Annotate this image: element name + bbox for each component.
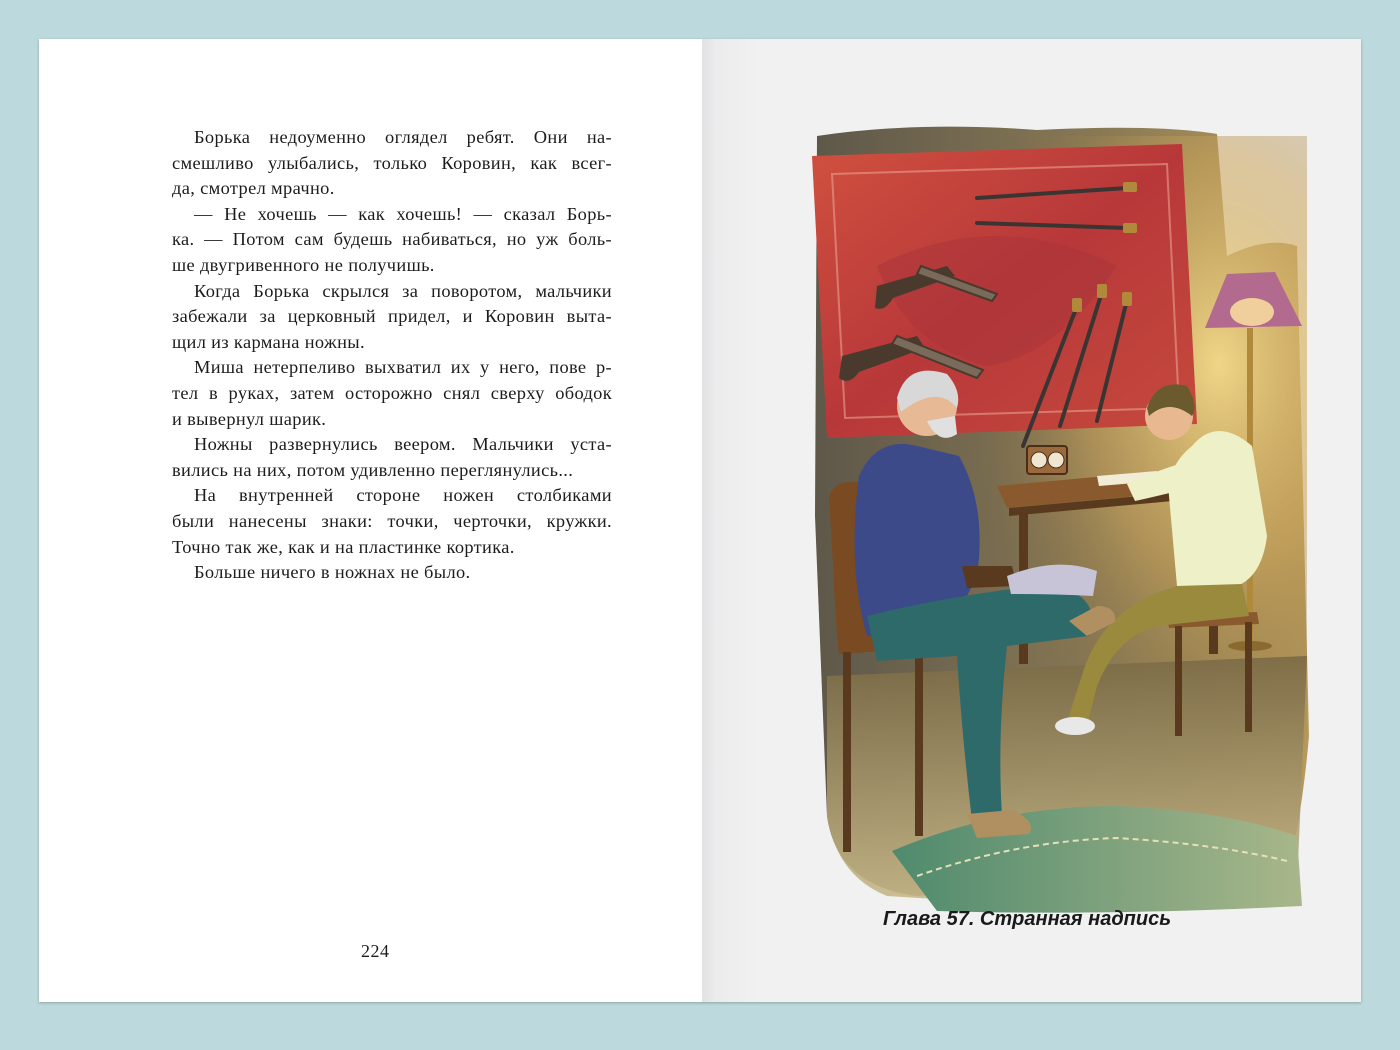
- text-line: забежали за церковный придел, и Коровин выта-: [172, 306, 612, 327]
- book-spread: [39, 39, 1361, 1002]
- text-line: Когда Борька скрылся за поворотом, мальчики: [194, 280, 612, 301]
- text-line: Больше ничего в ножнах не было.: [194, 562, 471, 583]
- text-line: Точно так же, как и на пластинке кортика.: [172, 536, 515, 557]
- text-line: были нанесены знаки: точки, черточки, кружки.: [172, 510, 612, 531]
- body-text: [172, 125, 612, 586]
- left-page: [39, 39, 702, 1002]
- text-line: ше двугривенного не получишь.: [172, 254, 435, 275]
- text-line: ка. — Потом сам будешь набиваться, но уж боль-: [172, 229, 612, 250]
- text-line: тел в руках, затем осторожно снял сверху ободок: [172, 382, 612, 403]
- chapter-illustration: [797, 116, 1315, 930]
- text-line: да, смотрел мрачно.: [172, 178, 335, 199]
- text-line: Миша нетерпеливо выхватил их у него, пове р-: [194, 357, 612, 378]
- text-line: — Не хочешь — как хочешь! — сказал Борь-: [194, 203, 612, 224]
- right-page: [702, 39, 1361, 1002]
- text-line: вились на них, потом удивленно переглянулись...: [172, 459, 574, 480]
- page-number: 224: [361, 941, 390, 961]
- text-line: Борька недоуменно оглядел ребят. Они на-: [194, 127, 612, 147]
- text-line: Ножны развернулись веером. Мальчики уста-: [194, 434, 612, 455]
- text-line: и вывернул шарик.: [172, 408, 327, 429]
- chapter-caption: Глава 57. Странная надпись: [883, 908, 1172, 930]
- text-line: На внутренней стороне ножен столбиками: [194, 485, 612, 506]
- text-line: щил из кармана ножны.: [172, 331, 365, 352]
- text-line: смешливо улыбались, только Коровин, как всег-: [172, 152, 612, 173]
